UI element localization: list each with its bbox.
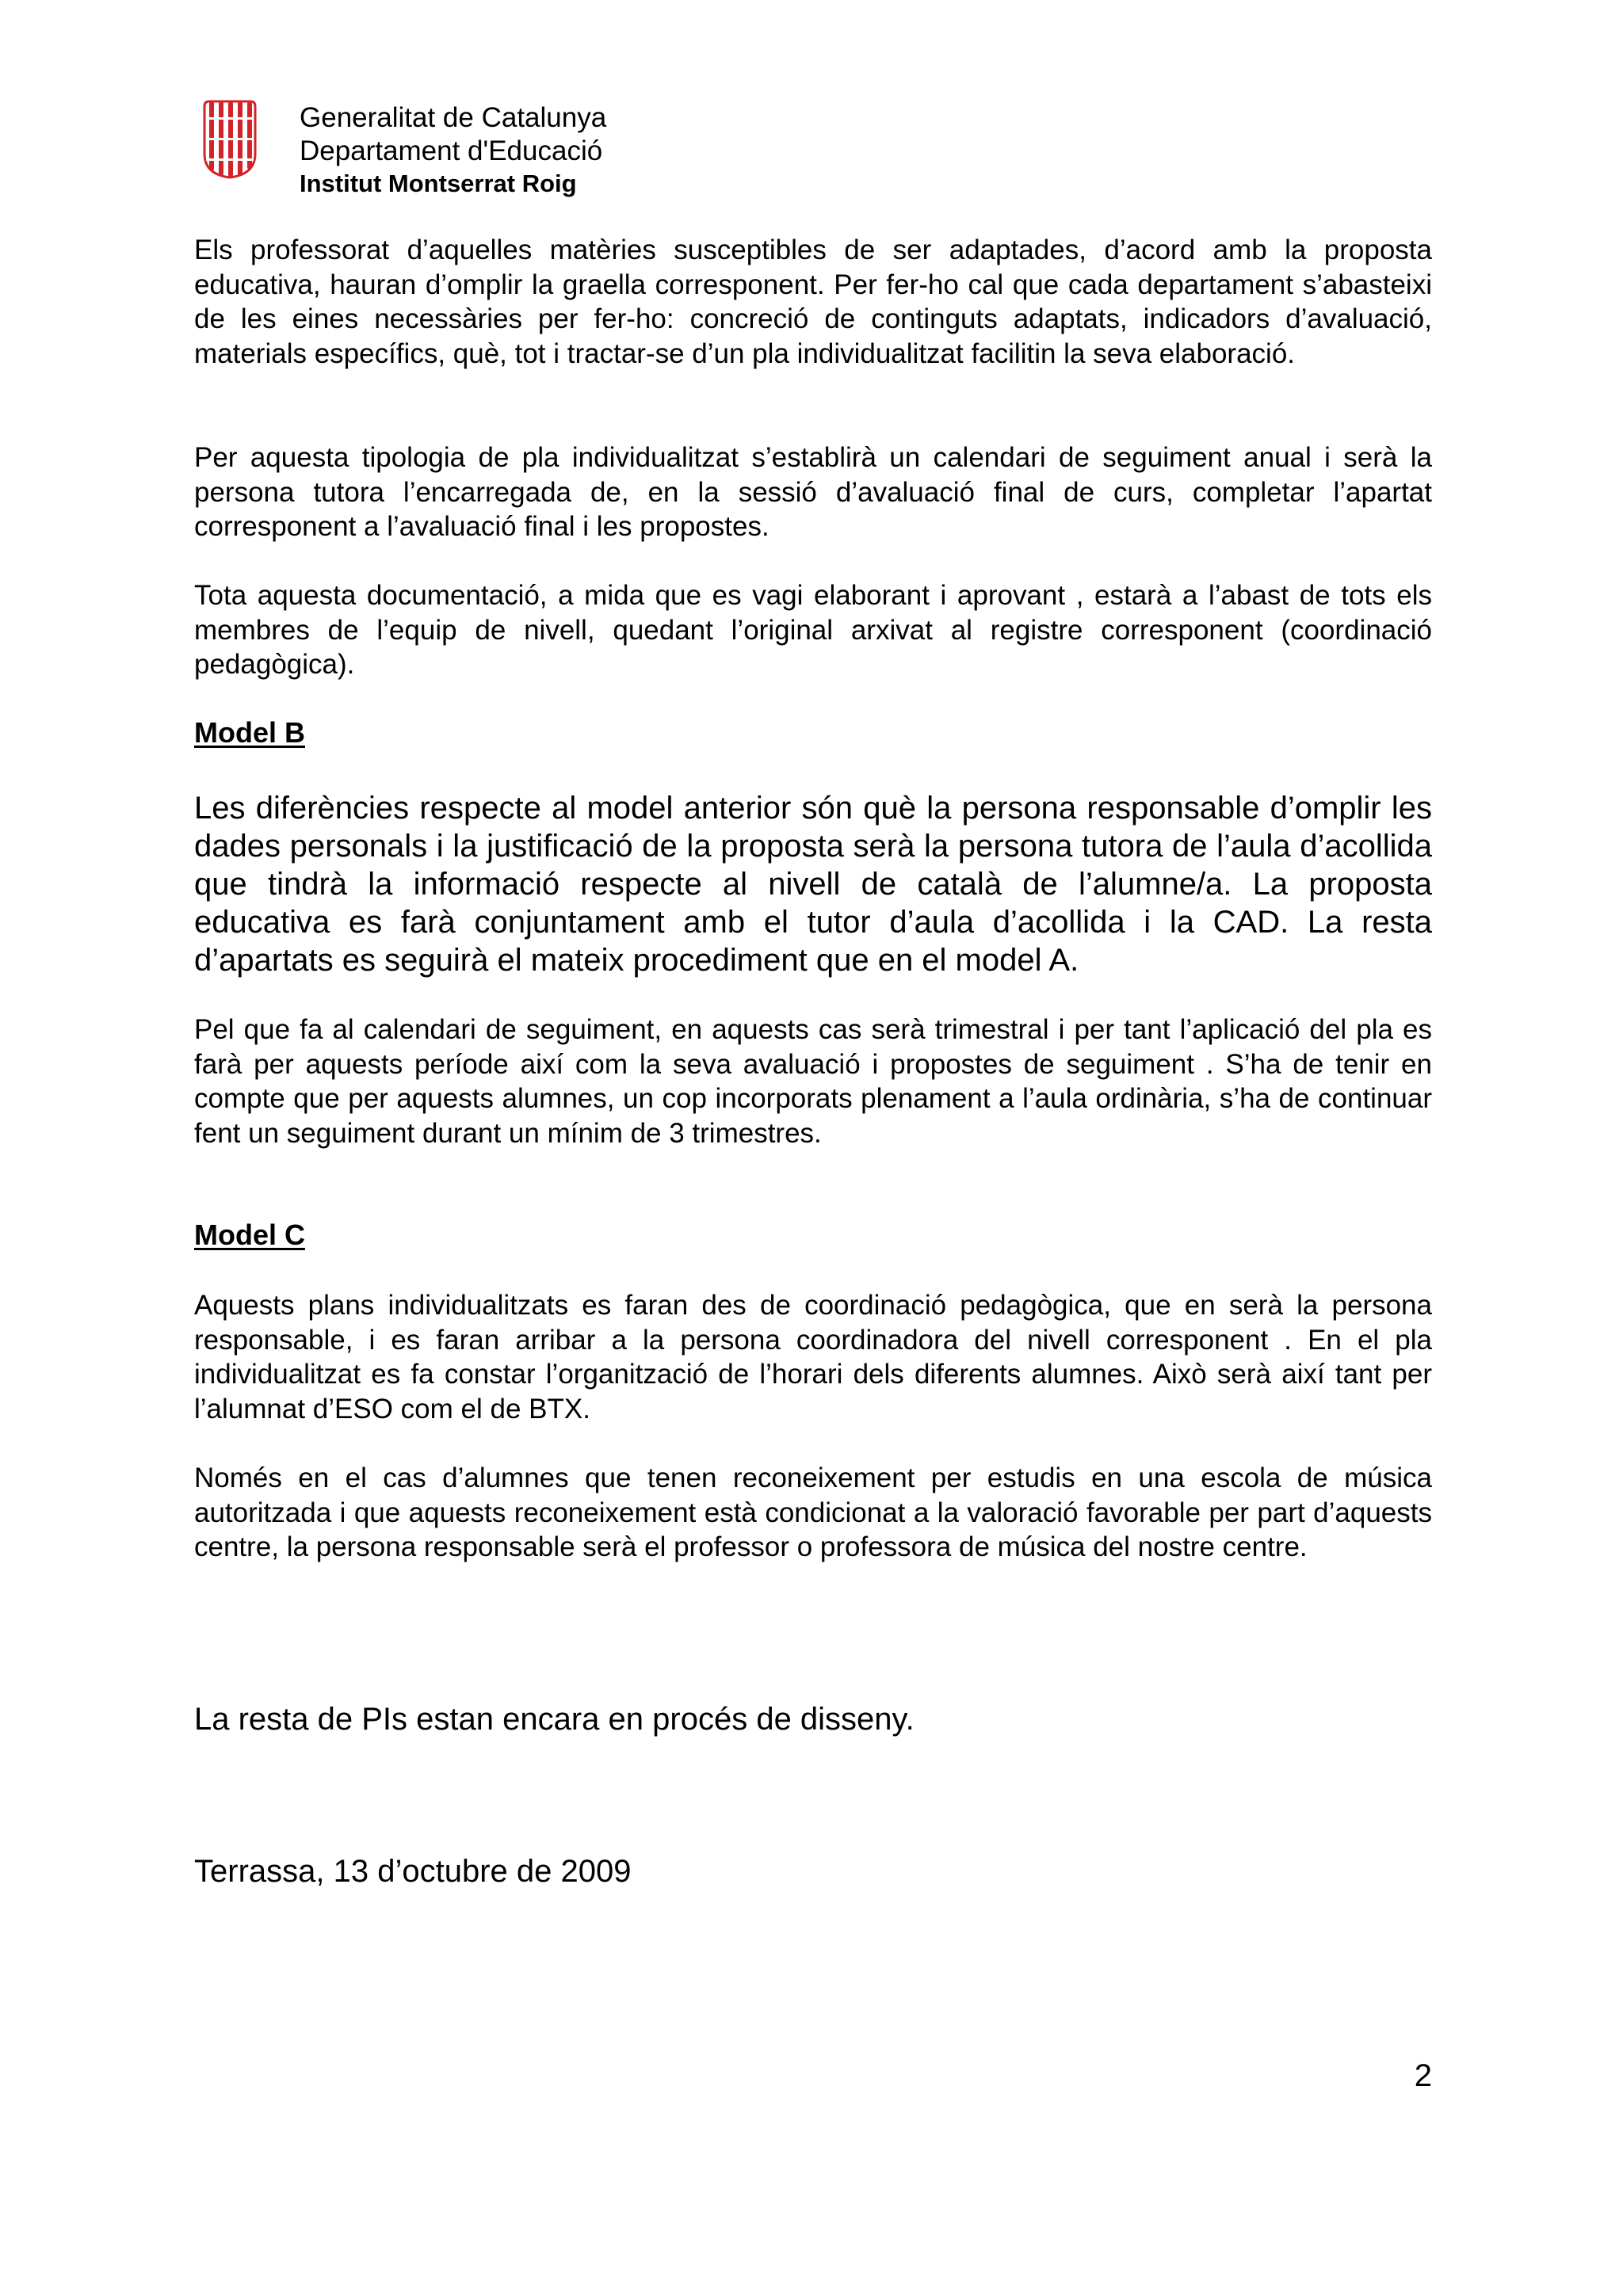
institute-name: Institut Montserrat Roig bbox=[300, 170, 577, 197]
letterhead bbox=[198, 98, 753, 201]
generalitat-logo-icon bbox=[198, 98, 262, 181]
heading-model-b: Model B bbox=[194, 716, 305, 749]
department-name: Departament d'Educació bbox=[300, 135, 603, 166]
letterhead-text bbox=[300, 101, 606, 200]
page-number: 2 bbox=[1414, 2058, 1432, 2093]
closing-date: Terrassa, 13 d’octubre de 2009 bbox=[194, 1854, 632, 1889]
paragraph-1: Els professorat d’aquelles matèries susceptibles de ser adaptades, d’acord amb la proposta educativa, hauran d’omplir la graella corresponent. Per fer-ho cal que cada departament s’abasteixi de les eines necessàries per fer-ho: concreció de continguts adaptats, indicadors d’avaluació, materials específics, què, tot i tractar-se d’un pla individualitzat facilitin la seva elaboració. bbox=[194, 235, 1432, 369]
org-name: Generalitat de Catalunya bbox=[300, 102, 607, 133]
paragraph-7: Només en el cas d’alumnes que tenen reconeixement per estudis en una escola de música autoritzada i que aquests reconeixement està condicionat a la valoració favorable per part d’aquests centre, la persona responsable serà el professor o professora de música del nostre centre. bbox=[194, 1463, 1432, 1562]
paragraph-3: Tota aquesta documentació, a mida que es vagi elaborant i aprovant , estarà a l’abast de tots els membres de l’equip de nivell, quedant l’original arxivat al registre corresponent (coordinació pedagògica). bbox=[194, 580, 1432, 680]
heading-model-c: Model C bbox=[194, 1219, 305, 1251]
paragraph-6: Aquests plans individualitzats es faran des de coordinació pedagògica, que en serà la persona responsable, i es faran arribar a la persona coordinadora del nivell corresponent . En el pla individualitzat es fa constar l’organització de l’horari dels diferents alumnes. Això serà així tant per l’alumnat d’ESO com el de BTX. bbox=[194, 1290, 1432, 1425]
paragraph-2: Per aquesta tipologia de pla individualitzat s’establirà un calendari de seguiment anual i serà la persona tutora l’encarregada de, en la sessió d’avaluació final de curs, completar l’apartat corresponent a l’avaluació final i les propostes. bbox=[194, 442, 1432, 542]
paragraph-8: La resta de PIs estan encara en procés de disseny. bbox=[194, 1702, 915, 1737]
paragraph-4: Les diferències respecte al model anterior són què la persona responsable d’omplir les dades personals i la justificació de la proposta serà la persona tutora de l’aula d’acollida que tindrà la informació respecte al nivell de català de l’alumne/a. La proposta educativa es farà conjuntament amb el tutor d’aula d’acollida i la CAD. La resta d’apartats es seguirà el mateix procediment que en el model A. bbox=[194, 791, 1432, 978]
paragraph-5: Pel que fa al calendari de seguiment, en aquests cas serà trimestral i per tant l’aplicació del pla es farà per aquests període així com la seva avaluació i propostes de seguiment . S’ha de tenir en compte que per aquests alumnes, un cop incorporats plenament a l’aula ordinària, s’ha de continuar fent un seguiment durant un mínim de 3 trimestres. bbox=[194, 1014, 1432, 1149]
